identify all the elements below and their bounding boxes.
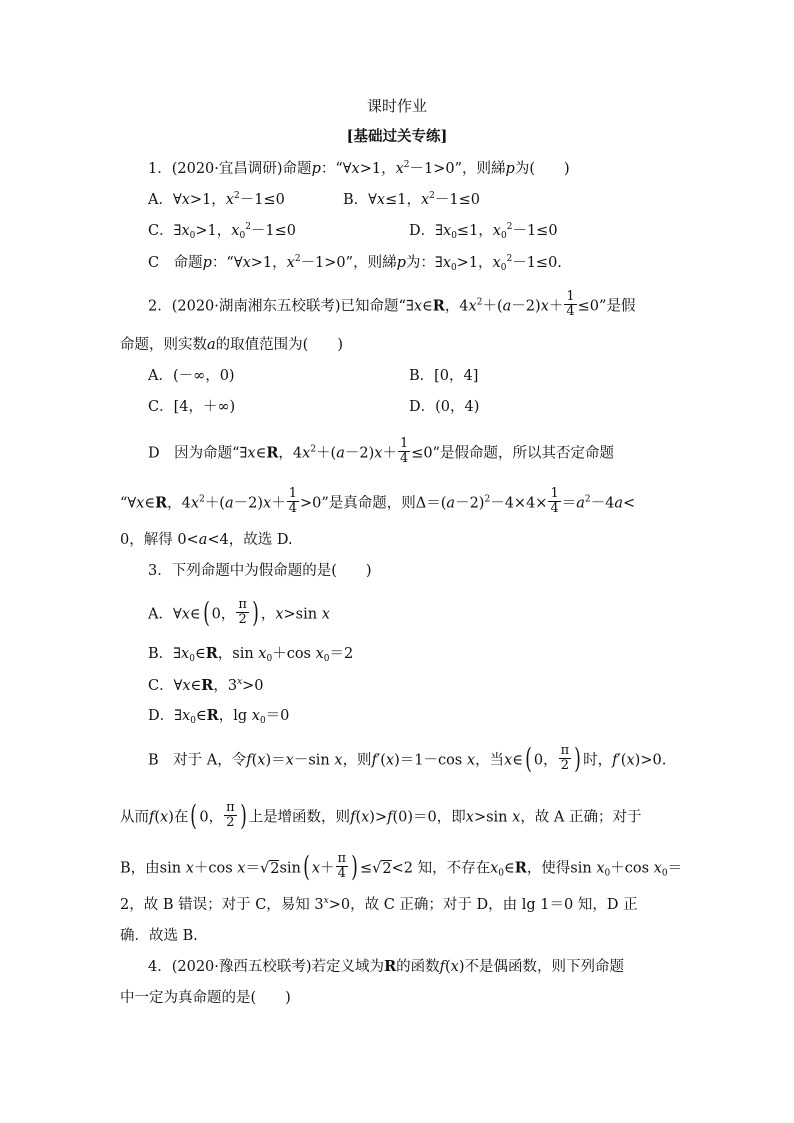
q2-option-a: A．(－∞，0) bbox=[148, 368, 235, 384]
q2-option-d: D．(0，4) bbox=[409, 399, 480, 415]
q3-solution-line2: 从而f(x)在( 0， $\frac{\pi}{2}$ ) 上是增函数，则f(x)>f(0)＝0，即x>sin x，故 A 正确；对于 bbox=[120, 798, 642, 832]
q1-option-d: D．$\exists x_0\le 1$，$x_0^2-1\le 0$ bbox=[409, 222, 558, 241]
q4-stem-line2: 中一定为真命题的是( ) bbox=[120, 990, 291, 1006]
q3-option-b: B．$\exists x_0\in R$，$\sin x_0+\cos$ $x_0=2$ bbox=[148, 645, 354, 664]
q1-option-b: B．∀x≤1，$x^2-1\le 0$ bbox=[343, 191, 481, 208]
q2-solution-line2: “∀x∈R，$4x^2+(a-2)x+$ $\frac{1}{4}$ >0”是真命题，则$\Delta=(a-2)^2-4\times 4\times$ $\frac{1}{4}$ $=a^2-4a<$ bbox=[120, 486, 636, 516]
section-heading: [基础过关专练] bbox=[346, 128, 448, 145]
q2-solution-line1: D 因为命题“∃x∈R，$4x^2+(a-2)x+$ $\frac{1}{4}$ ≤0”是假命题，所以其否定命题 bbox=[148, 436, 615, 466]
page-title: 课时作业 bbox=[366, 97, 427, 115]
q2-option-b: B．[0，4] bbox=[409, 368, 479, 384]
q1-stem: 1．(2020·宜昌调研)命题p：“∀x>1，$x^2-1>0$”，则綈p为( ) bbox=[148, 160, 570, 177]
q2-option-c: C．[4，＋∞) bbox=[148, 399, 236, 415]
q1-answer: C 命题p：“∀x>1，$x^2-1>0$”，则綈p为：$\exists x_0>1$，$x_0^2-1\le 0$. bbox=[148, 254, 562, 273]
q4-stem-line1: 4．(2020·豫西五校联考)若定义域为R的函数f(x)不是偶函数，则下列命题 bbox=[148, 958, 625, 975]
q3-option-d: D．$\exists x_0\in R$，$\lg x_0=0$ bbox=[148, 707, 290, 726]
q3-solution-line4: 2，故 B 错误；对于 C，易知 $3^x>0$，故 C 正确；对于 D，由 lg 1＝0 知，D 正 bbox=[120, 896, 638, 913]
q1-option-c: C．$\exists x_0>1$，$x_0^2-1\le 0$ bbox=[148, 222, 297, 241]
q3-option-c: C．∀x∈R，$3^x>0$ bbox=[148, 677, 264, 694]
q2-solution-line3: 0，解得 0<a<4，故选 D. bbox=[120, 532, 293, 548]
q2-stem-line2: 命题，则实数a的取值范围为( ) bbox=[120, 337, 343, 353]
q3-stem: 3．下列命题中为假命题的是( ) bbox=[148, 563, 372, 579]
q2-stem-line1: 2．(2020·湖南湘东五校联考)已知命题“∃x∈R，$4x^2+(a-2)x+$ $\frac{1}{4}$ ≤0”是假 bbox=[148, 289, 636, 319]
q3-solution-line3: B，由sin x＋cos x＝√2sin( x＋ $\frac{\pi}{4}$ ) ≤√2<2 知，不存在$x_0\in R$，使得$\sin x_0+\cos$ $x_0=$ bbox=[120, 849, 683, 883]
q3-solution-line1: B 对于 A，令f(x)＝x－sin x，则f′(x)＝1－cos x，当x∈( 0， $\frac{\pi}{2}$ ) 时，f′(x)>0. bbox=[148, 741, 667, 775]
q3-solution-line5: 确．故选 B. bbox=[120, 928, 198, 944]
q3-option-a: A．∀x∈( 0， $\frac{\pi}{2}$ ) ，x>sin x bbox=[148, 595, 330, 629]
q1-option-a: A．∀x>1，$x^2-1\le 0$ bbox=[148, 191, 285, 208]
